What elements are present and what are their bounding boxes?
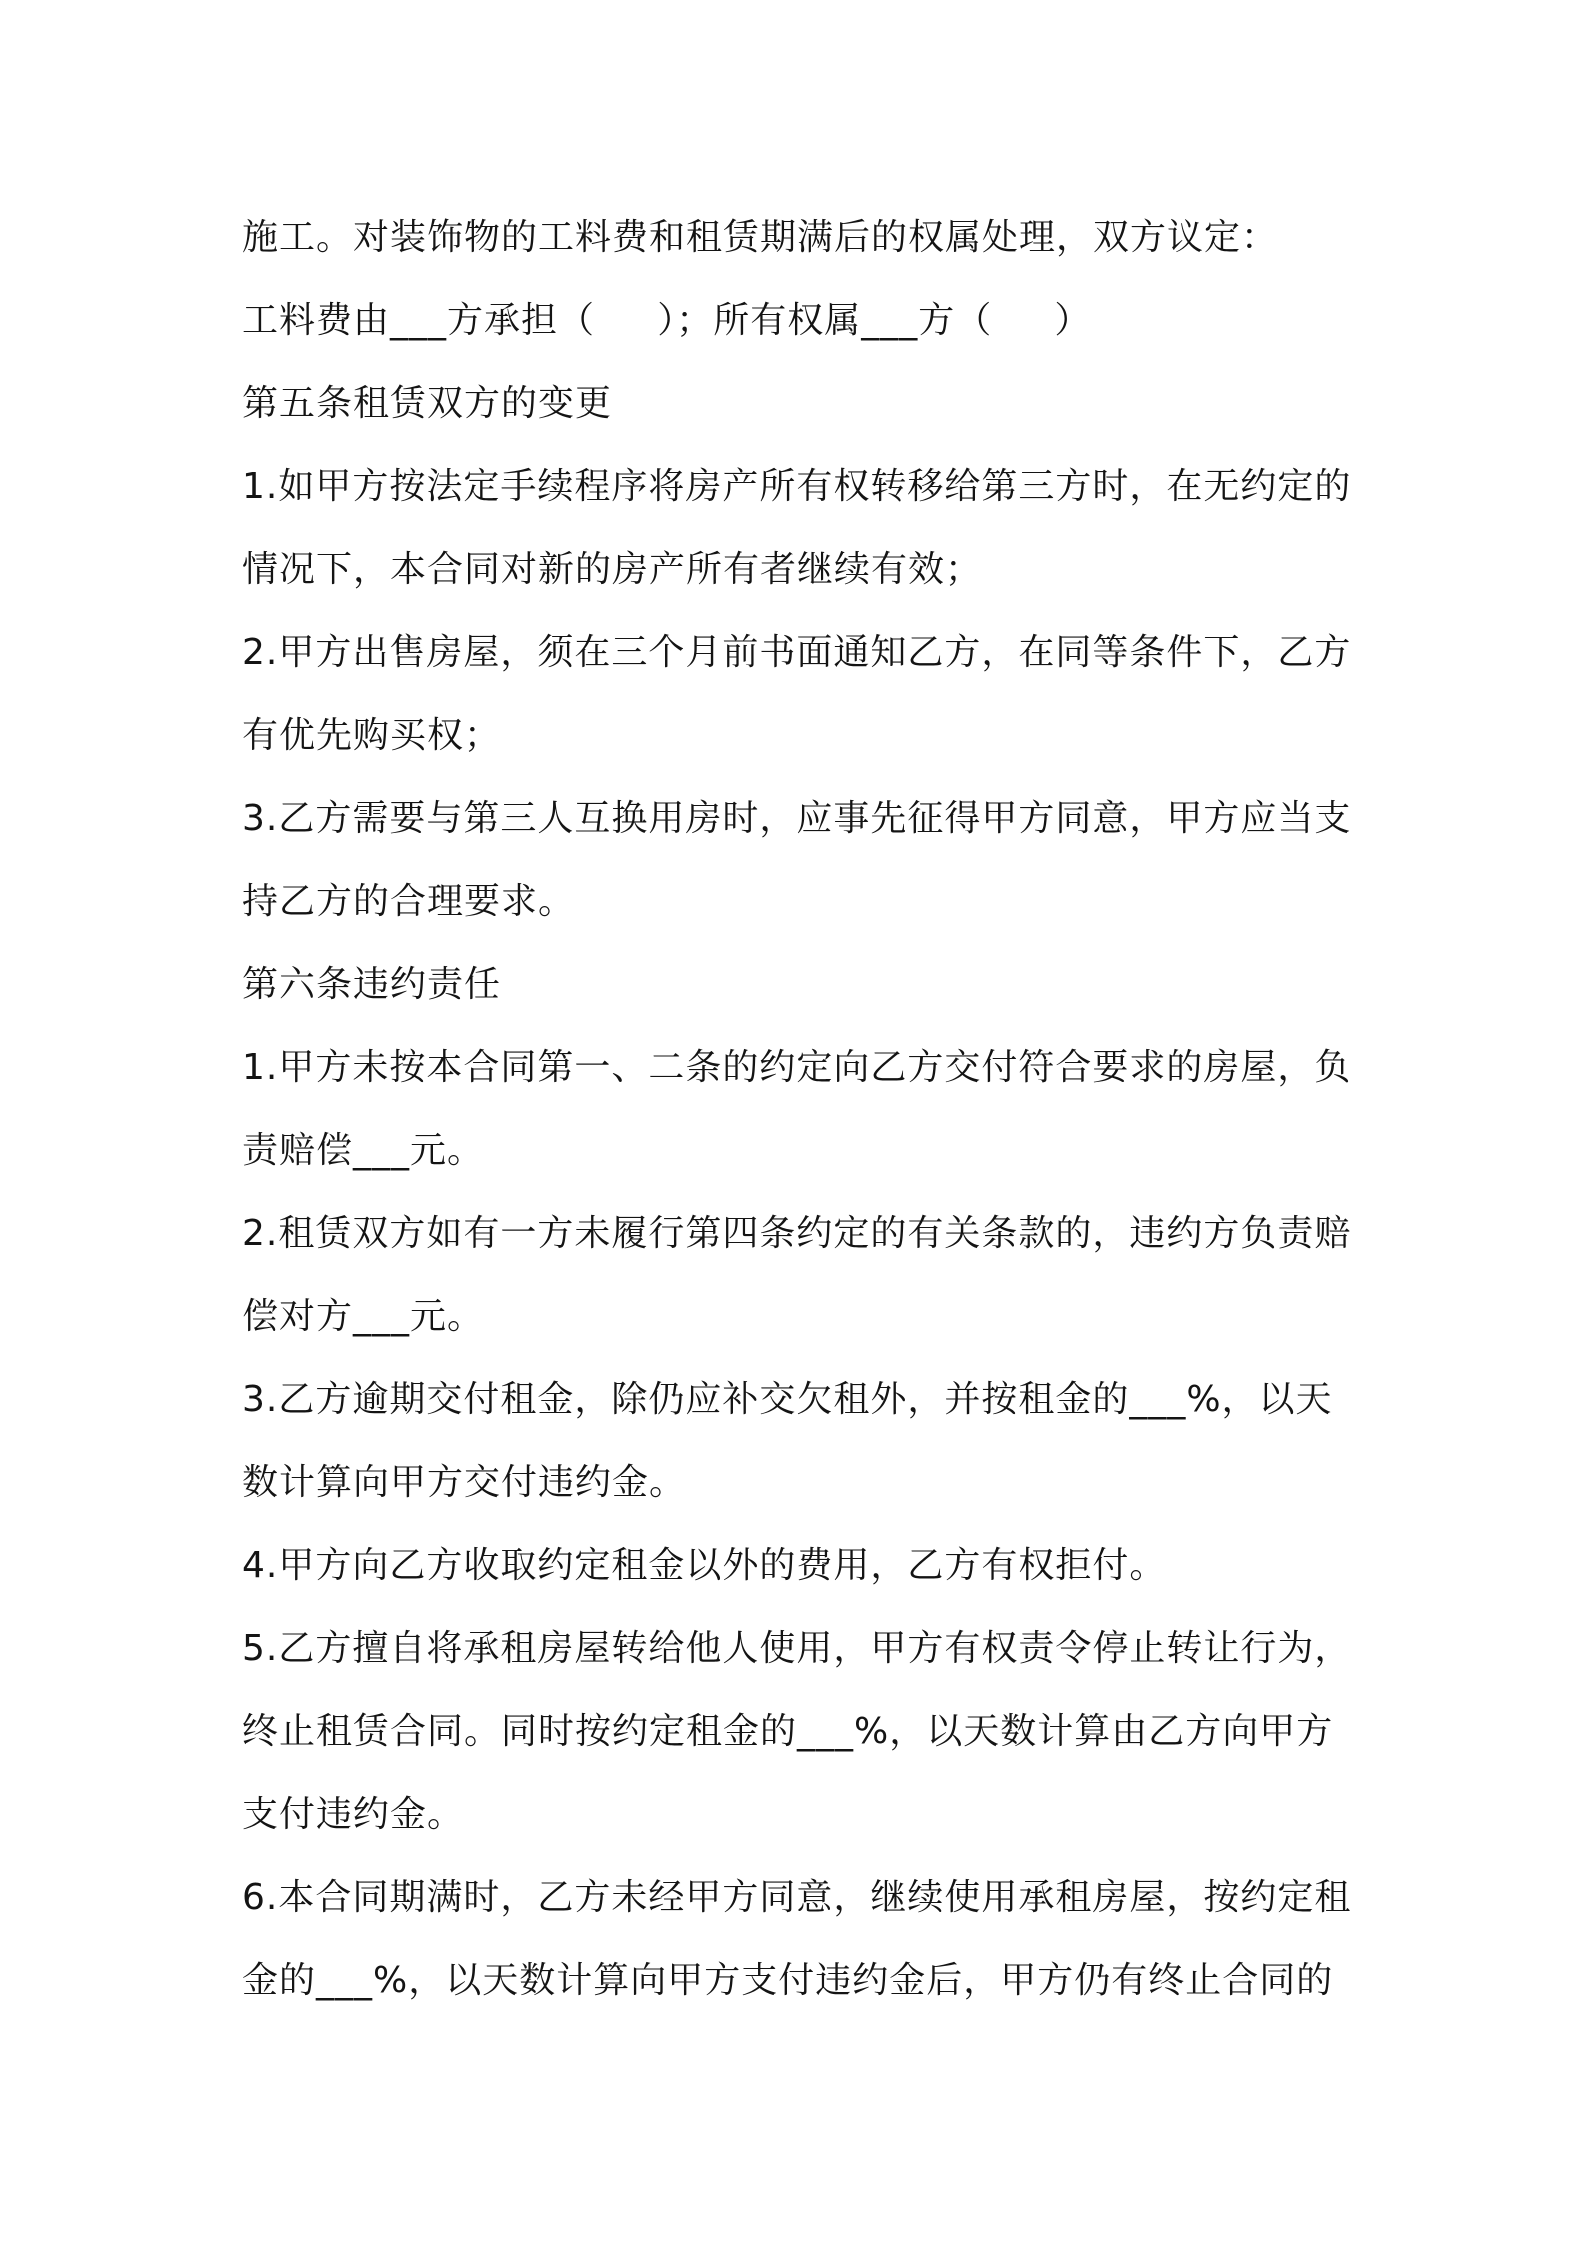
section-heading: 第五条租赁双方的变更 [242,383,613,424]
text-line: 3.乙方逾期交付租金，除仍应补交欠租外，并按租金的___%，以天 [242,1379,1333,1420]
text-line: 情况下，本合同对新的房产所有者继续有效； [242,549,983,590]
text-line: 5.乙方擅自将承租房屋转给他人使用，甲方有权责令停止转让行为， [242,1628,1352,1669]
text-line: 2.甲方出售房屋，须在三个月前书面通知乙方，在同等条件下，乙方 [242,632,1352,673]
text-line: 1.如甲方按法定手续程序将房产所有权转移给第三方时，在无约定的 [242,466,1352,507]
text-line: 施工。对装饰物的工料费和租赁期满后的权属处理，双方议定： [242,217,1279,258]
text-line: 责赔偿___元。 [242,1130,485,1171]
text-line: 4.甲方向乙方收取约定租金以外的费用，乙方有权拒付。 [242,1545,1167,1586]
document-body [242,196,1360,2022]
text-line: 有优先购买权； [242,715,502,756]
text-line: 持乙方的合理要求。 [242,881,576,922]
text-line: 1.甲方未按本合同第一、二条的约定向乙方交付符合要求的房屋，负 [242,1047,1352,1088]
text-line: 2.租赁双方如有一方未履行第四条约定的有关条款的，违约方负责赔 [242,1213,1352,1254]
text-line: 6.本合同期满时，乙方未经甲方同意，继续使用承租房屋，按约定租 [242,1877,1352,1918]
text-line: 偿对方___元。 [242,1296,485,1337]
section-heading: 第六条违约责任 [242,964,502,1005]
text-line: 数计算向甲方交付违约金。 [242,1462,687,1503]
text-line: 金的___%，以天数计算向甲方支付违约金后，甲方仍有终止合同的 [242,1960,1334,2001]
text-line: 工料费由___方承担（ ）；所有权属___方（ ） [242,300,1092,341]
text-line: 3.乙方需要与第三人互换用房时，应事先征得甲方同意，甲方应当支 [242,798,1352,839]
text-line: 支付违约金。 [242,1794,465,1835]
text-line: 终止租赁合同。同时按约定租金的___%，以天数计算由乙方向甲方 [242,1711,1334,1752]
